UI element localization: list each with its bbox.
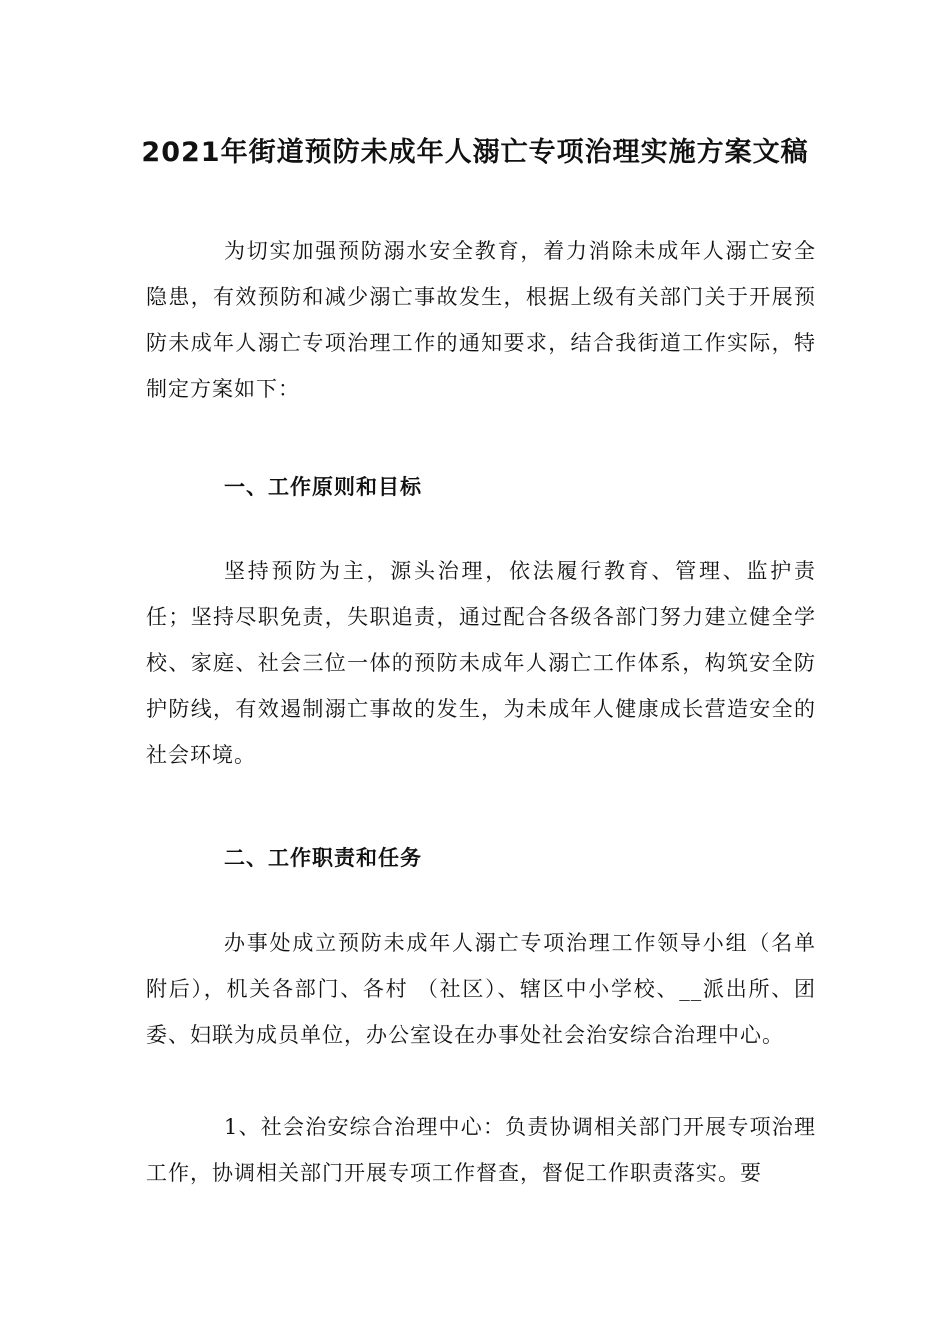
section-1-heading: 一、工作原则和目标 <box>224 475 422 499</box>
document-title: 2021年街道预防未成年人溺亡专项治理实施方案文稿 <box>141 137 809 168</box>
item-1-paragraph: 1、社会治安综合治理中心：负责协调相关部门开展专项治理工作，协调相关部门开展专项工作督查，督促工作职责落实。要 <box>146 1115 816 1185</box>
intro-paragraph: 为切实加强预防溺水安全教育，着力消除未成年人溺亡安全隐患，有效预防和减少溺亡事故发生，根据上级有关部门关于开展预防未成年人溺亡专项治理工作的通知要求，结合我街道工作实际，特制定方案如下： <box>146 239 816 401</box>
section-1-paragraph: 坚持预防为主，源头治理，依法履行教育、管理、监护责任；坚持尽职免责，失职追责，通过配合各级各部门努力建立健全学校、家庭、社会三位一体的预防未成年人溺亡工作体系，构筑安全防护防线，有效遏制溺亡事故的发生，为未成年人健康成长营造安全的社会环境。 <box>146 559 816 767</box>
section-2-paragraph: 办事处成立预防未成年人溺亡专项治理工作领导小组（名单附后），机关各部门、各村 （社区）、辖区中小学校、__派出所、团委、妇联为成员单位，办公室设在办事处社会治安综合治理中心。 <box>146 931 816 1047</box>
section-2-heading: 二、工作职责和任务 <box>224 846 422 870</box>
